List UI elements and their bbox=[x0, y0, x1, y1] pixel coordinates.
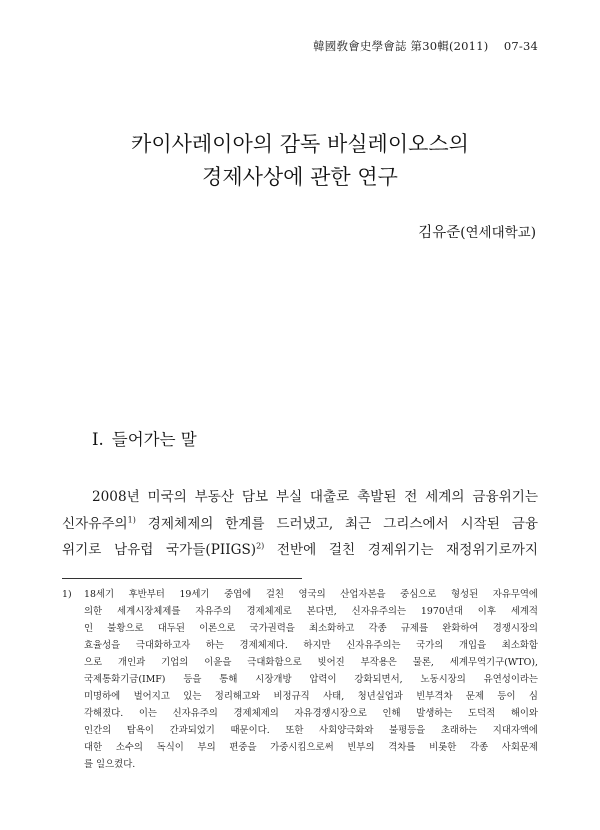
footnote-line: 인 불황으로 대두된 이론으로 국가권력을 최소화하고 각종 규제를 완화하여 경쟁시장의 bbox=[84, 623, 538, 634]
body-line-1 bbox=[62, 484, 538, 511]
body-line-1-text: 2008년 미국의 부동산 담보 부실 대출로 촉발된 전 세계의 금융위기는 bbox=[92, 489, 538, 505]
footnote-line: 각해졌다. 이는 신자유주의 경제체제의 자유경쟁시장으로 인해 발생하는 도덕적 해이와 bbox=[84, 708, 538, 719]
body-line-2-start: 신자유주의 bbox=[62, 515, 128, 532]
body-line-3-end: 전반에 걸친 경제위기는 재정위기로까지 bbox=[264, 542, 538, 558]
footnote-line: 의한 세계시장체제를 자유주의 경제체제로 본다면, 신자유주의는 1970년대 이후 세계적 bbox=[84, 606, 538, 617]
section-title: 들어가는 말 bbox=[111, 430, 197, 449]
footnote-divider bbox=[62, 578, 302, 579]
footnote-1 bbox=[62, 586, 538, 773]
footnote-line: 를 일으켰다. bbox=[84, 759, 136, 770]
footnote-line: 인간의 탐욕이 간과되었기 때문이다. 또한 사회양극화와 불평등을 초래하는 지대자액에 bbox=[84, 725, 538, 736]
article-title bbox=[0, 128, 600, 194]
body-line-3-start: 위기로 남유럽 국가들(PIIGS) bbox=[62, 542, 257, 558]
footnote-ref-2[interactable]: 2) bbox=[256, 541, 265, 551]
journal-title: 韓國敎會史學會誌 第30輯(2011) bbox=[313, 39, 489, 53]
footnote-line-text: 18세기 후반부터 19세기 중엽에 걸친 영국의 산업자본을 중심으로 형성된 자유무역에 bbox=[84, 589, 538, 600]
footnote-marker: 1) bbox=[62, 589, 72, 600]
footnote-ref-1[interactable]: 1) bbox=[127, 514, 136, 524]
body-line-2 bbox=[62, 511, 538, 538]
footnote-line: 효율성을 극대화하고자 하는 경제체제다. 하지만 신자유주의는 국가의 개입을 최소화함 bbox=[84, 640, 538, 651]
running-header bbox=[313, 38, 538, 54]
body-paragraph bbox=[62, 484, 538, 564]
title-line-1: 카이사레이아의 감독 바실레이오스의 bbox=[131, 132, 469, 156]
body-line-3 bbox=[62, 537, 538, 564]
footnote-line bbox=[62, 586, 538, 603]
footnote-line: 미명하에 벌어지고 있는 정리해고와 비정규직 사태, 청년실업과 빈부격차 문제 등이 심 bbox=[84, 691, 538, 702]
body-line-2-end: 경제체제의 한계를 드러냈고, 최근 그리스에서 시작된 금융 bbox=[135, 515, 538, 532]
title-line-2: 경제사상에 관한 연구 bbox=[202, 165, 398, 189]
section-heading bbox=[92, 426, 197, 450]
footnote-line: 국제통화기금(IMF) 등을 통해 시장개방 압력이 강화되면서, 노동시장의 유연성이라는 bbox=[84, 674, 538, 685]
page-number: 07-34 bbox=[503, 39, 538, 53]
footnote-line: 대한 소수의 독식이 부의 편중을 가중시킴으로써 빈부의 격차를 비롯한 각종 사회문제 bbox=[84, 742, 538, 753]
author-name: 김유준 bbox=[418, 225, 461, 241]
author-byline bbox=[418, 221, 536, 242]
footnote-line: 으로 개인과 기업의 이윤을 극대화함으로 빚어진 부작용은 물론, 세계무역기구(WTO), bbox=[84, 657, 538, 668]
author-affiliation: (연세대학교) bbox=[460, 225, 536, 241]
section-number: Ⅰ. bbox=[92, 430, 104, 449]
